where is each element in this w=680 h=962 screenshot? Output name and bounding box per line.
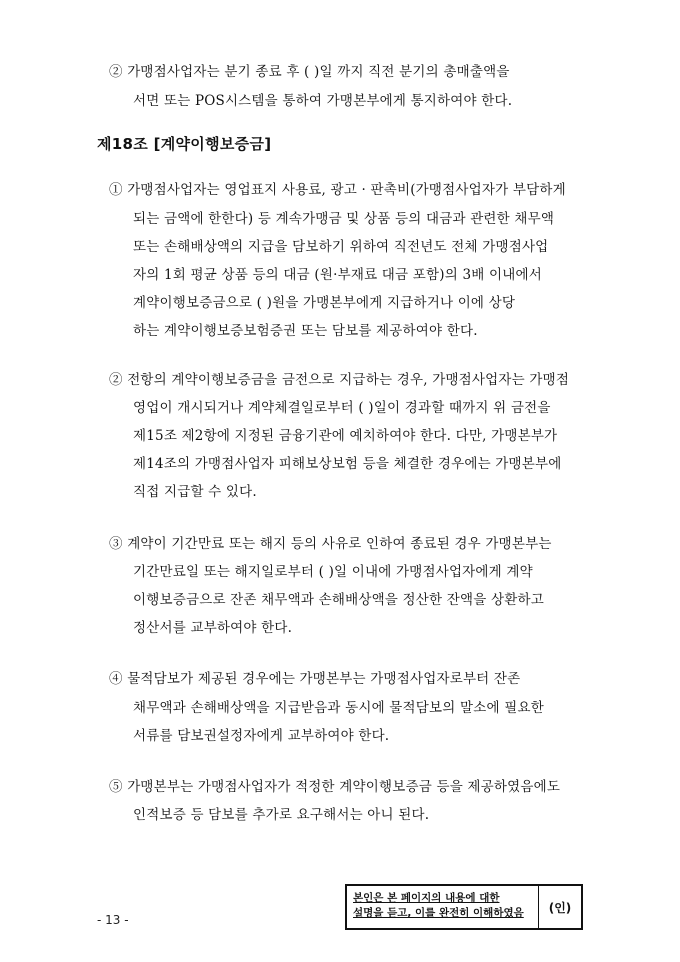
paragraph-line: 제15조 제2항에 지정된 금융기관에 예치하여야 한다. 다만, 가맹본부가 (133, 428, 558, 444)
paragraph-line: 인적보증 등 담보를 추가로 요구해서는 아니 된다. (133, 807, 430, 823)
paragraph-line: 기간만료일 또는 해지일로부터 ( )일 이내에 가맹점사업자에게 계약 (133, 564, 533, 580)
paragraph-line: 하는 계약이행보증보험증권 또는 담보를 제공하여야 한다. (133, 323, 478, 339)
paragraph-line: ③ 계약이 기간만료 또는 해지 등의 사유로 인하여 종료된 경우 가맹본부는 (109, 536, 552, 552)
paragraph-line: ④ 물적담보가 제공된 경우에는 가맹본부는 가맹점사업자로부터 잔존 (109, 671, 521, 687)
paragraph-line: ② 전항의 계약이행보증금을 금전으로 지급하는 경우, 가맹점사업자는 가맹점 (109, 372, 570, 388)
paragraph-line: 또는 손해배상액의 지급을 담보하기 위하여 직전년도 전체 가맹점사업 (133, 239, 549, 255)
paragraph-line: 자의 1회 평균 상품 등의 대금 (원·부재료 대금 포함)의 3배 이내에서 (133, 267, 542, 283)
paragraph-line: 서류를 담보권설정자에게 교부하여야 한다. (133, 728, 390, 744)
paragraph-line: 정산서를 교부하여야 한다. (133, 620, 293, 636)
paragraph-line: 계약이행보증금으로 ( )원을 가맹본부에게 지급하거나 이에 상당 (133, 295, 516, 311)
page-number: - 13 - (97, 913, 129, 927)
paragraph-line: 영업이 개시되거나 계약체결일로부터 ( )일이 경과할 때까지 위 금전을 (133, 400, 551, 416)
paragraph-line: 제14조의 가맹점사업자 피해보상보험 등을 체결한 경우에는 가맹본부에 (133, 456, 562, 472)
paragraph-line: ① 가맹점사업자는 영업표지 사용료, 광고 · 판촉비(가맹점사업자가 부담하게 (109, 182, 566, 198)
confirmation-line: 설명을 듣고, 이를 완전히 이해하였음 (353, 907, 524, 919)
seal-field[interactable]: (인) (548, 900, 572, 915)
paragraph-line: ⑤ 가맹본부는 가맹점사업자가 적정한 계약이행보증금 등을 제공하였음에도 (109, 779, 561, 795)
paragraph-line: 채무액과 손해배상액을 지급받음과 동시에 물적담보의 말소에 필요한 (133, 700, 544, 716)
confirmation-box (345, 884, 583, 930)
confirmation-line: 본인은 본 페이지의 내용에 대한 (353, 892, 500, 904)
paragraph-line: 되는 금액에 한한다) 등 계속가맹금 및 상품 등의 대금과 관련한 채무액 (133, 211, 555, 227)
confirmation-text (347, 886, 539, 928)
paragraph-line: ② 가맹점사업자는 분기 종료 후 ( )일 까지 직전 분기의 총매출액을 (109, 64, 510, 80)
paragraph-line: 이행보증금으로 잔존 채무액과 손해배상액을 정산한 잔액을 상환하고 (133, 592, 544, 608)
paragraph-line: 서면 또는 POS시스템을 통하여 가맹본부에게 통지하여야 한다. (133, 93, 513, 109)
article-heading: 제18조 [계약이행보증금] (97, 135, 272, 153)
paragraph-line: 직접 지급할 수 있다. (133, 484, 257, 500)
